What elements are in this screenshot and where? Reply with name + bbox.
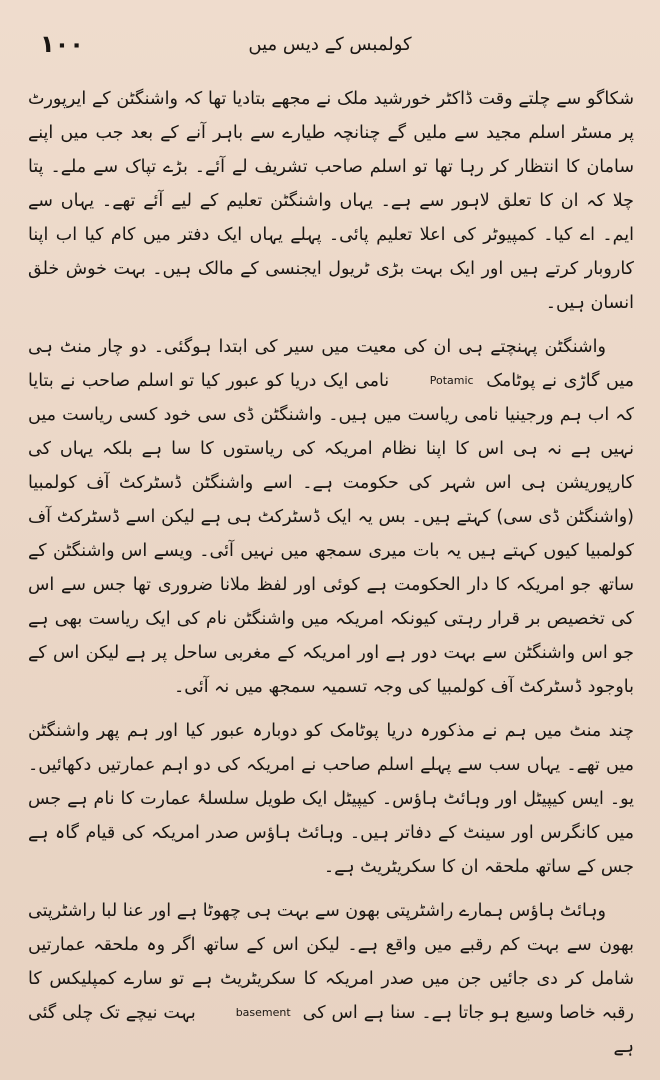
paragraph-text-part-1: وہائٹ ہاؤس ہمارے راشٹرپتی بھون سے بہت ہی چھوٹا ہے اور عنا لبا راشٹرپتی بھون سے بہت کم رقبے میں واقع ہے۔ لیکن اس کے ساتھ اگر وہ ملحقہ عمارتیں شامل کر دی جائیں جن میں صدر امریکہ کا سکریٹریٹ ہے تو سارے کمپلیکس کا رقبہ خاصا وسیع ہو جاتا ہے۔ سنا ہے اس کی (28, 901, 634, 1023)
paragraph-4 (28, 894, 634, 1064)
body-text (28, 82, 634, 1057)
paragraph-text: شکاگو سے چلتے وقت ڈاکٹر خورشید ملک نے مجھے بتادیا تھا کہ واشنگٹن کے ایرپورٹ پر مسٹر اسلم مجید سے ملیں گے چنانچہ طیارے سے باہر آنے کے بعد جب میں اپنے سامان کا انتظار کر رہا تھا تو اسلم صاحب تشریف لے آئے۔ بڑے تپاک سے ملے۔ پتا چلا کہ ان کا تعلق لاہور سے ہے۔ یہاں واشنگٹن تعلیم کے لیے آئے تھے۔ یہاں سے ایم۔ اے کیا۔ کمپیوٹر کی اعلا تعلیم پائی۔ پہلے یہاں ایک دفتر میں کام کیا اب اپنا کاروبار کرتے ہیں اور ایک بہت بڑی ٹریول ایجنسی کے مالک ہیں۔ بہت خوش خلق انسان ہیں۔ (28, 89, 634, 313)
paragraph-text-part-1: واشنگٹن پہنچتے ہی ان کی معیت میں سیر کی ابتدا ہوگئی۔ دو چار منٹ ہی میں گاڑی نے پوٹامک (28, 337, 634, 391)
paragraph-2 (28, 330, 634, 704)
paragraph-3 (28, 714, 634, 884)
paragraph-text-part-2: نامی ایک دریا کو عبور کیا تو اسلم صاحب نے بتایا کہ اب ہم ورجینیا نامی ریاست میں ہیں۔ واشنگٹن ڈی سی خود کسی ریاست میں نہیں ہے نہ ہی اس کا اپنا نظام امریکہ کی ریاستوں کا سا ہے بلکہ یہاں کی کارپوریشن ہی اس شہر کی حکومت ہے۔ اسے واشنگٹن ڈسٹرکٹ آف کولمبیا (واشنگٹن ڈی سی) کہتے ہیں۔ بس یہ ایک ڈسٹرکٹ ہی ہے لیکن اسے ڈسٹرکٹ آف کولمبیا کیوں کہتے ہیں یہ بات میری سمجھ میں نہیں آئی۔ ویسے اس واشنگٹن کے ساتھ جو امریکہ کا دار الحکومت ہے کوئی اور لفظ ملانا ضروری تھا جس سے اس کی تخصیص بر قرار رہتی کیونکہ امریکہ میں واشنگٹن نام کی ایک ریاست بھی ہے جو اس واشنگٹن سے بہت دور ہے اور امریکہ کے مغربی ساحل پر ہے لیکن اس کے باوجود ڈسٹرکٹ آف کولمبیا کی وجہ تسمیہ سمجھ میں نہ آئی۔ (28, 371, 634, 697)
paragraph-1 (28, 82, 634, 320)
page-header (40, 30, 620, 70)
english-gloss-potamic: Potamic (429, 374, 474, 387)
paragraph-text-part-2: بہت نیچے تک چلی گئی ہے (28, 1003, 634, 1057)
english-gloss-basement: basement (235, 1006, 291, 1019)
running-title: کولمبس کے دیس میں (248, 34, 412, 55)
page-number: ۱۰۰ (40, 30, 84, 58)
paragraph-text: چند منٹ میں ہم نے مذکورہ دریا پوٹامک کو دوبارہ عبور کیا اور ہم پھر واشنگٹن میں تھے۔ یہاں سب سے پہلے اسلم صاحب نے امریکہ کی دو اہم عمارتیں دکھائیں۔ یو۔ ایس کیپیٹل اور وہائٹ ہاؤس۔ کیپیٹل ایک طویل سلسلۂ عمارت کا نام ہے جس میں کانگرس اور سینٹ کے دفاتر ہیں۔ وہائٹ ہاؤس صدر امریکہ کی قیام گاہ ہے جس کے ساتھ ملحقہ ان کا سکریٹریٹ ہے۔ (28, 721, 634, 877)
